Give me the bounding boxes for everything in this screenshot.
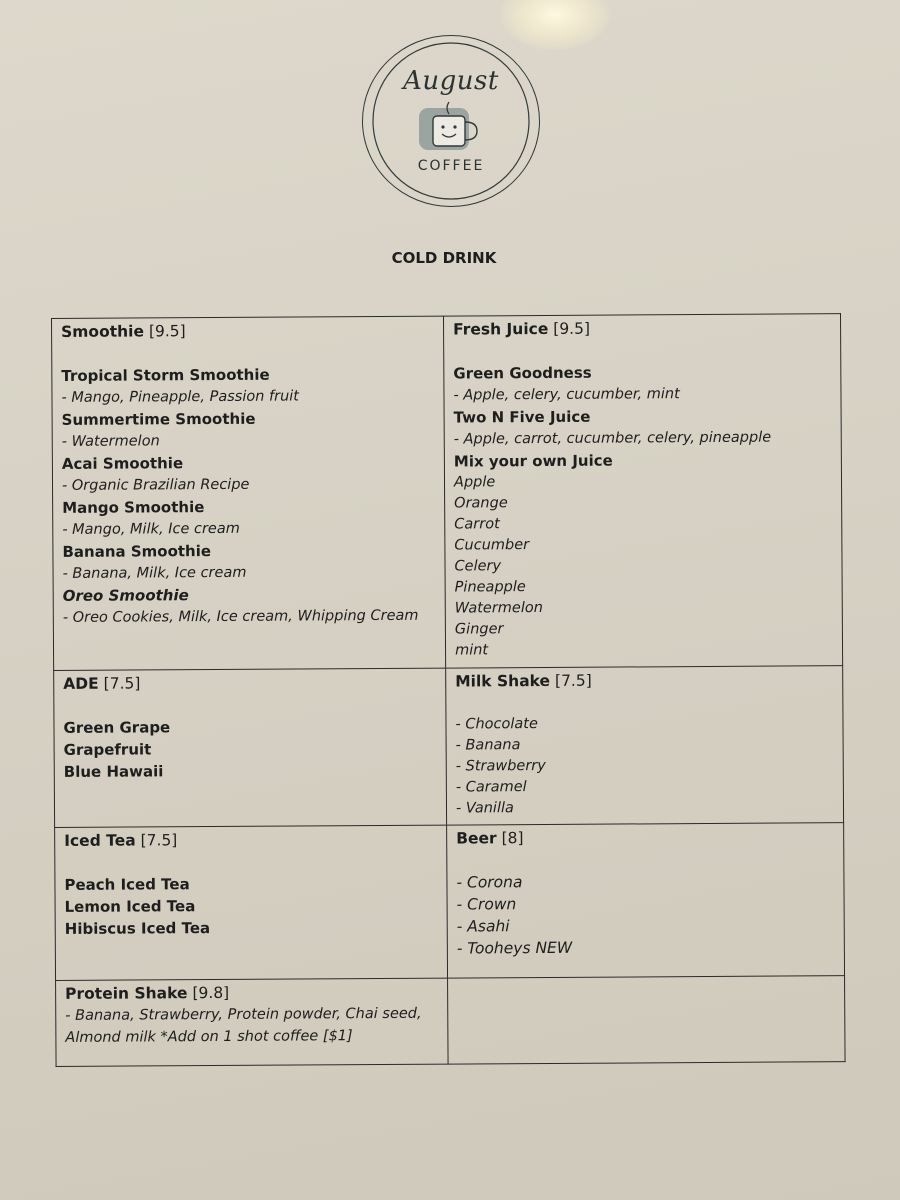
menu-row: [52, 314, 843, 671]
menu-item-name: Lemon Iced Tea: [64, 897, 196, 916]
menu-item-name: Hibiscus Iced Tea: [64, 919, 211, 938]
menu-table: [51, 313, 846, 1067]
protein-shake-section: [56, 978, 449, 1066]
juice-option: mint: [454, 642, 489, 659]
menu-item-desc: - Mango, Pineapple, Passion fruit: [61, 388, 300, 406]
menu-item-name: Blue Hawaii: [63, 762, 164, 781]
menu-item-name: Grapefruit: [63, 740, 152, 759]
section-heading: [456, 825, 835, 849]
menu-row: [54, 666, 844, 828]
beer-option: - Crown: [456, 895, 517, 914]
section-name: Milk Shake: [455, 671, 551, 691]
shake-option: - Banana: [455, 737, 521, 754]
menu-item-desc: - Oreo Cookies, Milk, Ice cream, Whipping Cream: [62, 607, 419, 626]
menu-row: [55, 823, 845, 981]
section-heading: [64, 828, 438, 852]
menu-item-name: Summertime Smoothie: [61, 409, 256, 429]
fresh-juice-section: [443, 314, 842, 668]
section-name: Iced Tea: [64, 831, 136, 850]
beer-option: - Corona: [456, 873, 523, 892]
menu-row: [56, 976, 846, 1067]
menu-item-name: Tropical Storm Smoothie: [61, 365, 270, 385]
section-price: [9.5]: [553, 319, 591, 338]
juice-option: Watermelon: [454, 600, 543, 617]
section-name: Protein Shake: [65, 984, 188, 1003]
menu-item-name: Peach Iced Tea: [64, 875, 190, 894]
logo-word-august: August: [403, 66, 499, 96]
section-name: ADE: [63, 674, 99, 693]
section-price: [9.8]: [192, 983, 230, 1003]
menu-item-name: Banana Smoothie: [62, 542, 212, 561]
coffee-cup-icon: [363, 36, 541, 208]
menu-item-desc: - Banana, Milk, Ice cream: [62, 564, 247, 582]
menu-item-name: Oreo Smoothie: [62, 586, 189, 605]
menu-item-name: Green Goodness: [453, 363, 592, 383]
section-heading: [63, 671, 437, 695]
section-heading: [65, 981, 439, 1005]
shake-option: - Vanilla: [455, 800, 514, 817]
juice-option: Orange: [454, 495, 508, 512]
section-name: Fresh Juice: [453, 319, 549, 339]
section-heading: [453, 316, 832, 340]
menu-item-desc: - Banana, Strawberry, Protein powder, Chai seed,: [65, 1005, 422, 1024]
august-coffee-logo: [362, 35, 540, 207]
shake-option: - Chocolate: [455, 716, 538, 733]
menu-item-desc: - Apple, celery, cucumber, mint: [453, 386, 680, 404]
menu-item-name: Acai Smoothie: [61, 454, 184, 473]
section-price: [7.5]: [140, 831, 178, 850]
beer-option: - Asahi: [456, 917, 510, 936]
menu-item-desc: - Watermelon: [61, 433, 160, 450]
menu-item-name: Two N Five Juice: [453, 407, 591, 427]
shake-option: - Caramel: [455, 779, 527, 796]
page-title: COLD DRINK: [391, 249, 497, 267]
menu-item-desc: - Mango, Milk, Ice cream: [62, 520, 240, 538]
section-heading: [455, 668, 834, 692]
menu-item-desc: - Organic Brazilian Recipe: [61, 476, 250, 494]
section-price: [9.5]: [148, 322, 186, 341]
menu-item-desc: - Apple, carrot, cucumber, celery, pineapple: [453, 429, 772, 448]
mix-title: Mix your own Juice: [453, 451, 613, 471]
section-name: Beer: [456, 829, 497, 848]
milk-shake-section: [446, 666, 844, 825]
juice-option: Carrot: [454, 516, 500, 533]
section-price: [7.5]: [103, 674, 141, 693]
section-price: [8]: [501, 829, 524, 848]
logo-word-coffee: COFFEE: [417, 158, 485, 174]
iced-tea-section: [55, 825, 448, 980]
juice-option: Pineapple: [454, 579, 526, 596]
beer-option: - Tooheys NEW: [456, 938, 573, 958]
empty-cell: [448, 976, 846, 1064]
juice-option: Ginger: [454, 621, 504, 638]
juice-option: Cucumber: [454, 537, 530, 554]
menu-item-name: Mango Smoothie: [62, 498, 205, 517]
menu-item-name: Green Grape: [63, 718, 171, 737]
section-heading: [61, 319, 435, 343]
section-name: Smoothie: [61, 322, 145, 341]
beer-section: [447, 823, 845, 978]
section-price: [7.5]: [554, 671, 592, 690]
juice-option: Apple: [453, 474, 496, 491]
menu-item-desc: Almond milk *Add on 1 shot coffee [$1]: [65, 1028, 353, 1046]
shake-option: - Strawberry: [455, 757, 546, 775]
smoothie-section: [52, 316, 446, 670]
ade-section: [54, 668, 447, 827]
juice-option: Celery: [454, 558, 502, 575]
